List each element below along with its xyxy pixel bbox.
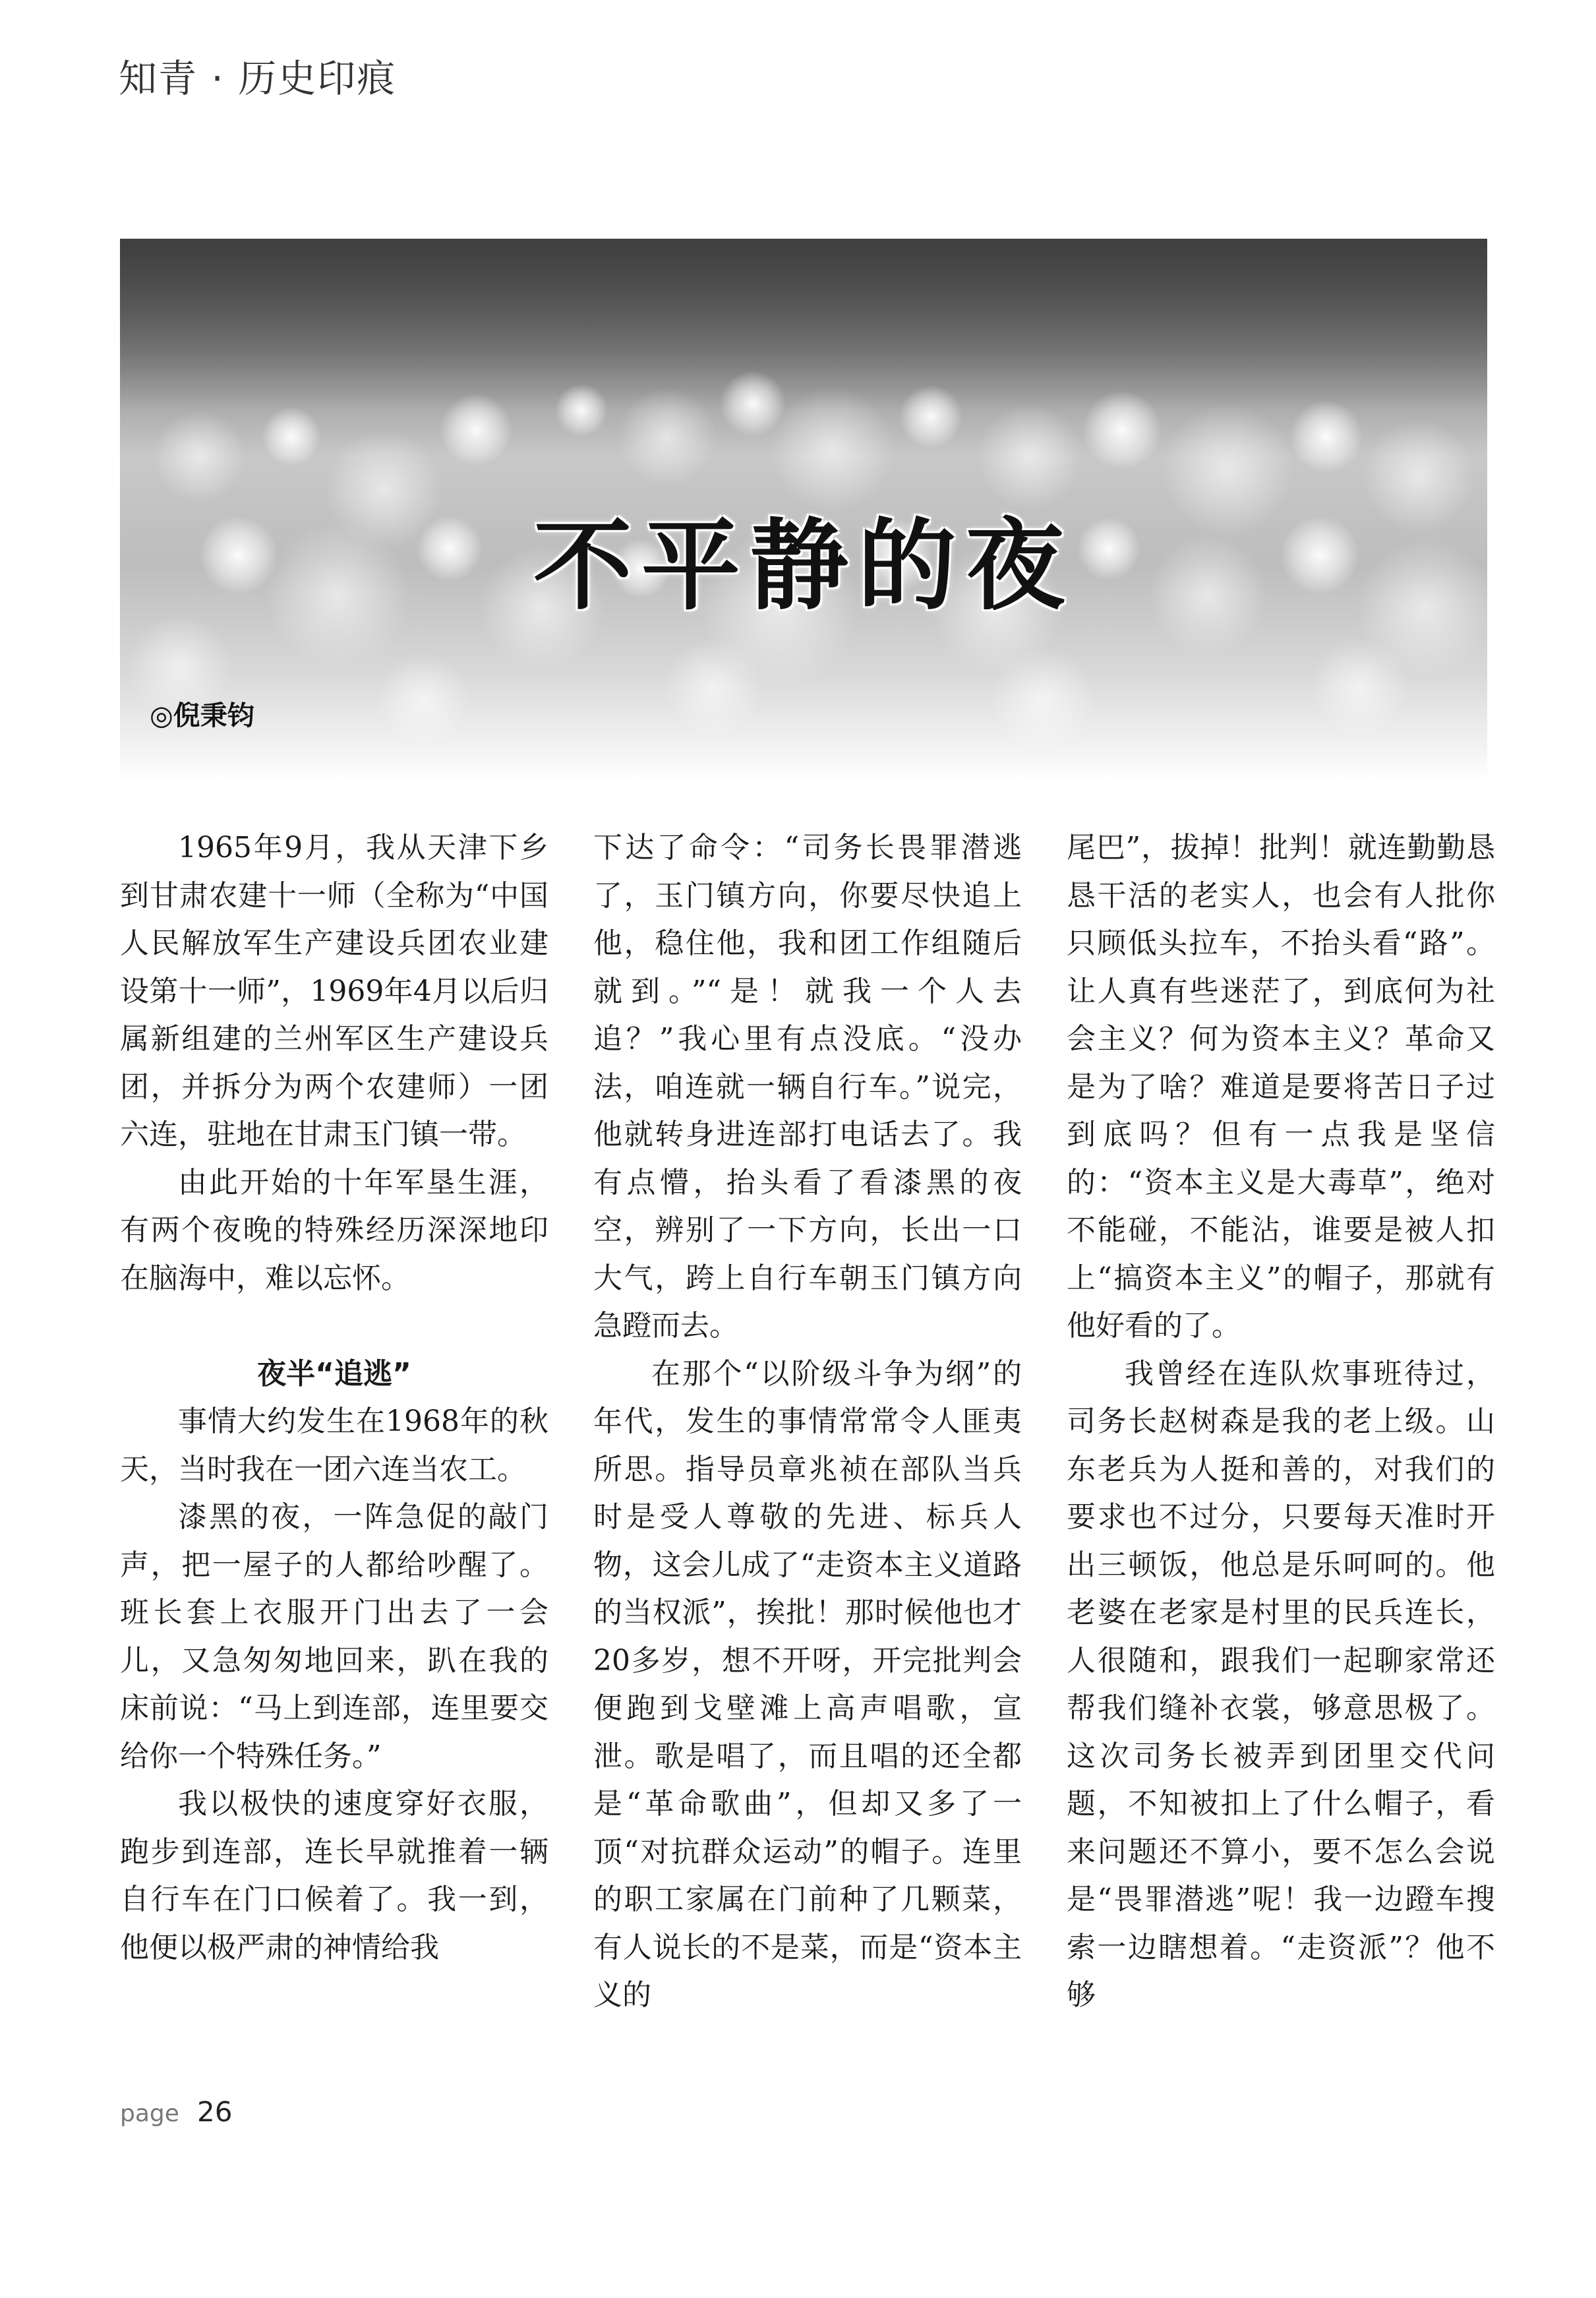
paragraph: 由此开始的十年军垦生涯，有两个夜晚的特殊经历深深地印在脑海中，难以忘怀。	[120, 1165, 548, 1295]
page-label: page	[120, 2100, 179, 2127]
text-column-1	[120, 824, 548, 1972]
author-byline: ◎倪秉钧	[150, 700, 254, 731]
text-column-2	[593, 824, 1022, 2020]
paragraph: 我曾经在连队炊事班待过，司务长赵树森是我的老上级。山东老兵为人挺和善的，对我们的要求也不过分，只要每天准时开出三顿饭，他总是乐呵呵的。他老婆在老家是村里的民兵连长，人很随和，跟我们一起聊家常还帮我们缝补衣裳，够意思极了。这次司务长被弄到团里交代问题，不知被扣上了什么帽子，看来问题还不算小，要不怎么会说是“畏罪潜逃”呢！我一边蹬车搜索一边瞎想着。“走资派”？他不够	[1067, 1356, 1495, 2012]
paragraph: 漆黑的夜，一阵急促的敲门声，把一屋子的人都给吵醒了。班长套上衣服开门出去了一会儿，又急匆匆地回来，趴在我的床前说：“马上到连部，连里要交给你一个特殊任务。”	[120, 1500, 548, 1773]
text-column-3	[1067, 824, 1495, 2020]
subheading: 夜半“追逃”	[257, 1356, 411, 1391]
paragraph: 我以极快的速度穿好衣服，跑步到连部，连长早就推着一辆自行车在门口候着了。我一到，他便以极严肃的神情给我	[120, 1787, 548, 1964]
article-title: 不平静的夜	[533, 508, 1074, 624]
section-title: 知青 · 历史印痕	[119, 56, 397, 101]
paragraph-continued: 尾巴”，拔掉！批判！就连勤勤恳恳干活的老实人，也会有人批你只顾低头拉车，不抬头看“路”。让人真有些迷茫了，到底何为社会主义？何为资本主义？革命又是为了啥？难道是要将苦日子过到底吗？但有一点我是坚信的：“资本主义是大毒草”，绝对不能碰，不能沾，谁要是被人扣上“搞资本主义”的帽子，那就有他好看的了。	[1067, 831, 1495, 1343]
paragraph-continued: 下达了命令：“司务长畏罪潜逃了，玉门镇方向，你要尽快追上他，稳住他，我和团工作组随后就到。”“是！就我一个人去追？”我心里有点没底。“没办法，咱连就一辆自行车。”说完，他就转身进连部打电话去了。我有点懵，抬头看了看漆黑的夜空，辨别了一下方向，长出一口大气，跨上自行车朝玉门镇方向急蹬而去。	[593, 831, 1022, 1343]
paragraph: 1965年9月，我从天津下乡到甘肃农建十一师（全称为“中国人民解放军生产建设兵团农业建设第十一师”，1969年4月以后归属新组建的兰州军区生产建设兵团，并拆分为两个农建师）一团六连，驻地在甘肃玉门镇一带。	[120, 831, 548, 1151]
paragraph: 在那个“以阶级斗争为纲”的年代，发生的事情常常令人匪夷所思。指导员章兆祯在部队当兵时是受人尊敬的先进、标兵人物，这会儿成了“走资本主义道路的当权派”，挨批！那时候他也才20多岁，想不开呀，开完批判会便跑到戈壁滩上高声唱歌，宣泄。歌是唱了，而且唱的还全都是“革命歌曲”，但却又多了一顶“对抗群众运动”的帽子。连里的职工家属在门前种了几颗菜，有人说长的不是菜，而是“资本主义的	[593, 1356, 1022, 2012]
paragraph: 事情大约发生在1968年的秋天，当时我在一团六连当农工。	[120, 1405, 548, 1486]
page-number: 26	[197, 2096, 233, 2128]
title-banner	[120, 239, 1487, 783]
page-footer	[120, 2096, 232, 2128]
